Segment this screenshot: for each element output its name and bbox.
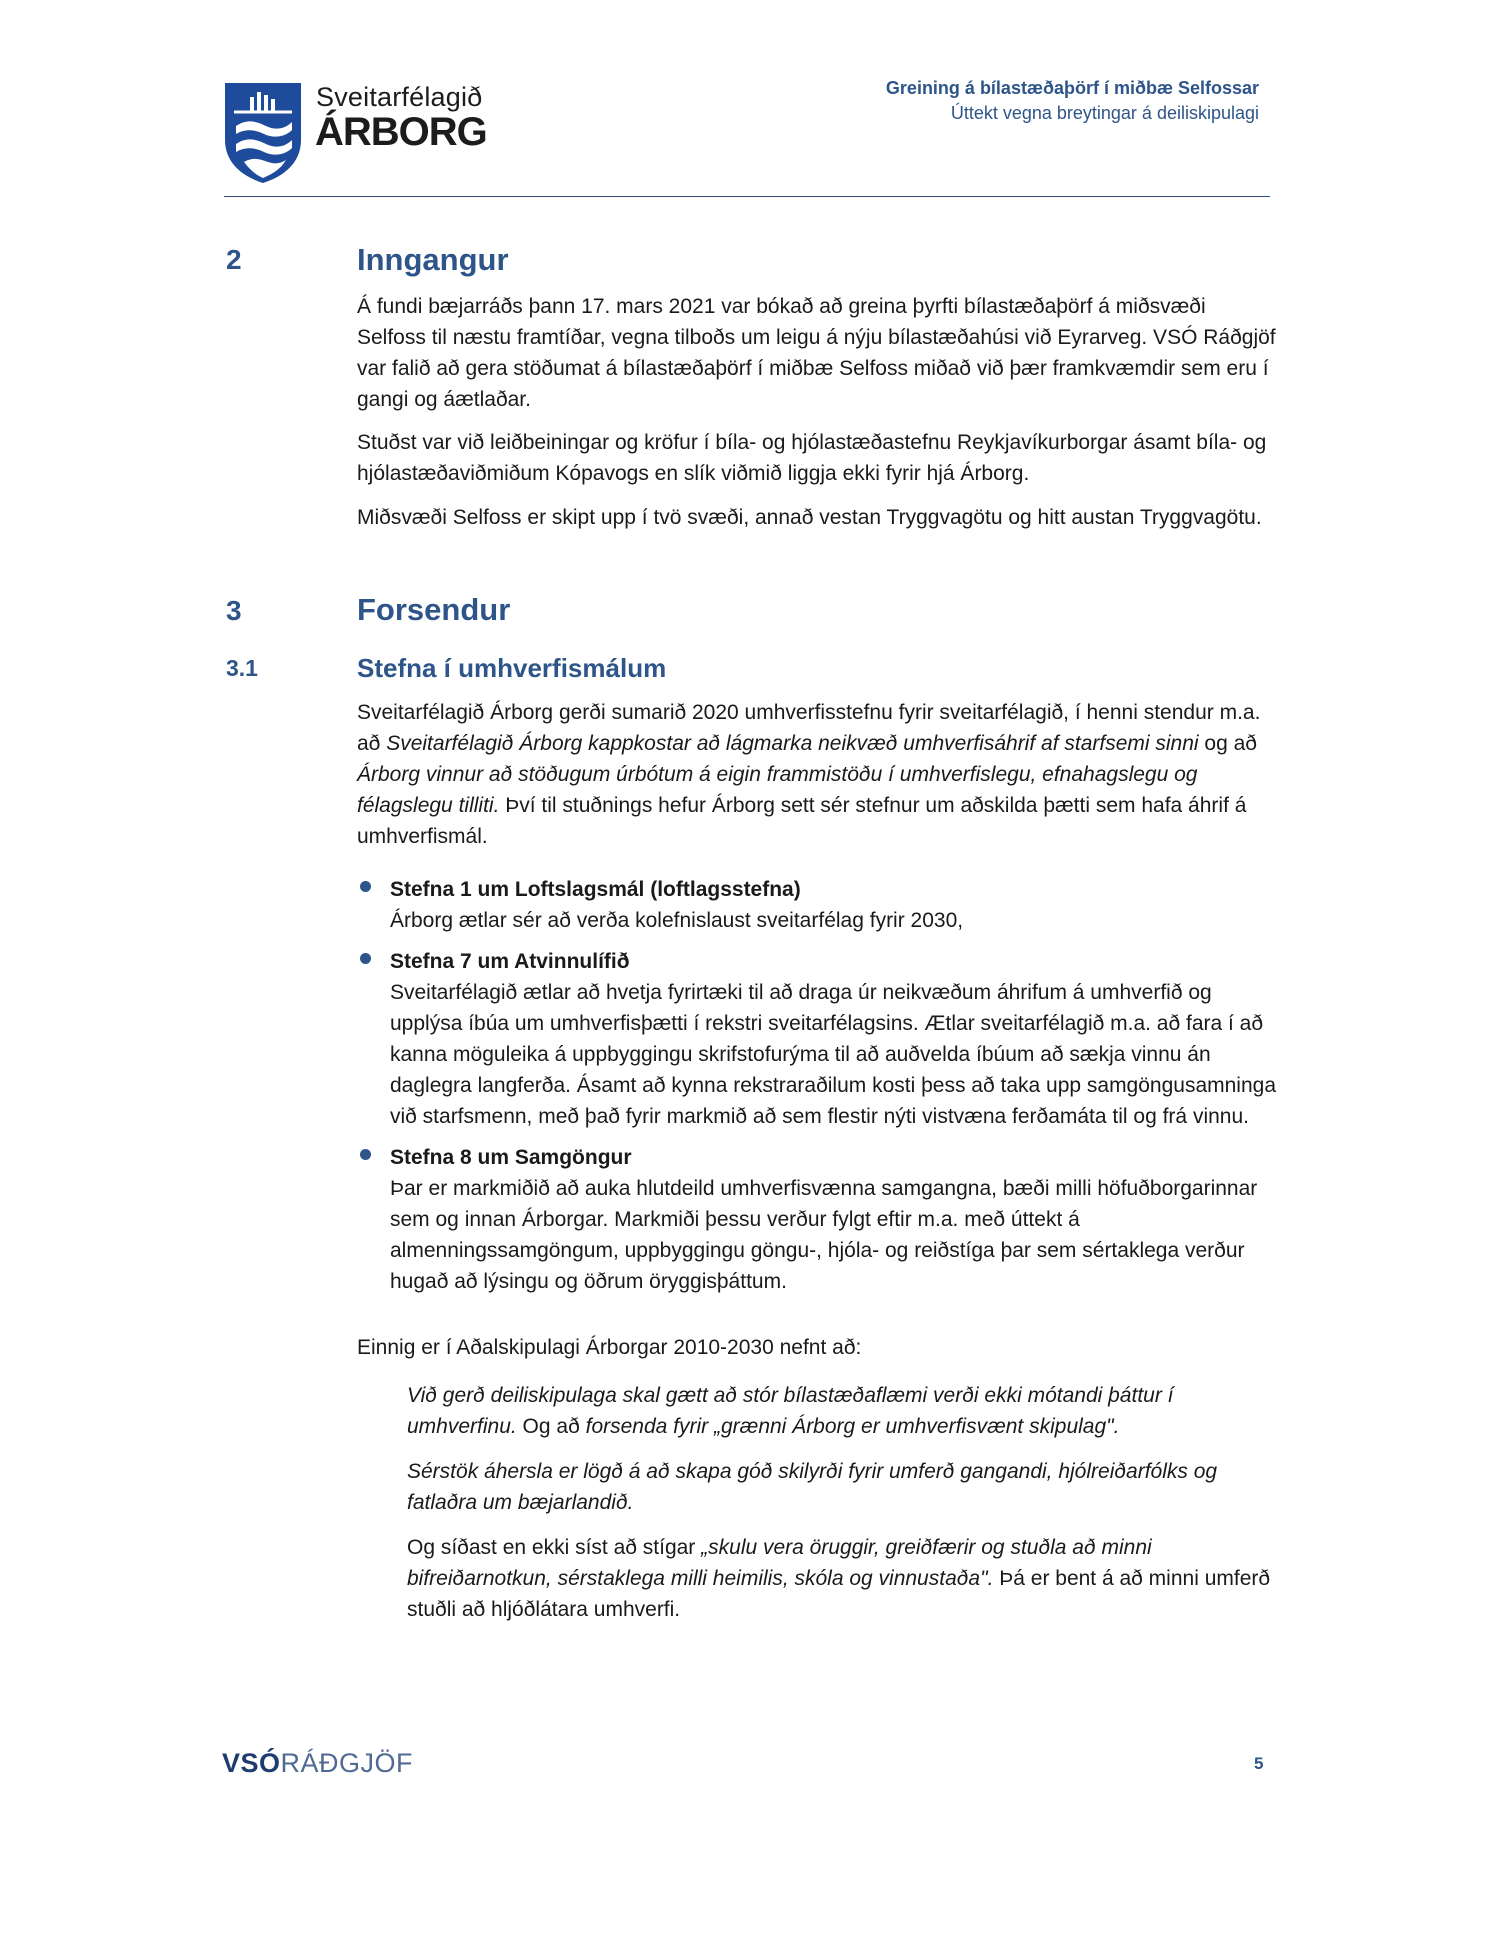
bullet-dot-icon — [360, 1149, 371, 1160]
quote-2-text: Sérstök áhersla er lögð á að skapa góð skilyrði fyrir umferð gangandi, hjólreiðarfólks og fatlaðra um bæjarlandið. — [407, 1460, 1218, 1514]
quote-2 — [407, 1456, 1277, 1518]
quote-1 — [407, 1380, 1277, 1442]
footer-brand-bold: VSÓ — [222, 1748, 281, 1778]
quote-3-b: „skulu vera öruggir, greiðfærir og stuðla að minni bifreiðarnotkun, sérstaklega milli heimilis, skóla og vinnustaða". — [407, 1536, 1152, 1590]
bullet-title: Stefna 8 um Samgöngur — [390, 1146, 632, 1169]
logo-text-bottom: ÁRBORG — [315, 110, 487, 154]
section-3-1-heading: Stefna í umhverfismálum — [357, 653, 667, 683]
section-2-number: 2 — [226, 244, 242, 275]
policy-bullet-3 — [357, 1142, 1277, 1297]
bullet-text: Árborg ætlar sér að verða kolefnislaust sveitarfélag fyrir 2030, — [390, 909, 964, 932]
quote-3 — [407, 1532, 1277, 1625]
section-3-heading: Forsendur — [357, 592, 511, 627]
bullet-title: Stefna 7 um Atvinnulífið — [390, 950, 630, 973]
section-2-paragraph-2: Stuðst var við leiðbeiningar og kröfur í bíla- og hjólastæðastefnu Reykjavíkurborgar ásamt bíla- og hjólastæðaviðmiðum Kópavogs en slík viðmið liggja ekki fyrir hjá Árborg. — [357, 431, 1267, 485]
aðalskipulag-intro: Einnig er í Aðalskipulagi Árborgar 2010-2030 nefnt að: — [357, 1336, 862, 1359]
quote-3-c: Þá er bent á að minni umferð stuðli að hljóðlátara umhverfi. — [407, 1567, 1271, 1621]
quote-1-c: forsenda fyrir „grænni Árborg er umhverfisvænt skipulag". — [585, 1415, 1120, 1438]
footer-brand-light: RÁÐGJÖF — [280, 1748, 414, 1778]
bullet-text: Sveitarfélagið ætlar að hvetja fyrirtæki til að draga úr neikvæðum áhrifum á umhverfið og upplýsa íbúa um umhverfisþætti í rekstri sveitarfélagsins. Ætlar sveitarfélagið m.a. að fara í að kanna möguleika á uppbyggingu skrifstofurýma til að auðvelda íbúum að sækja vinnu án daglegra langferða. Ásamt að kynna rekstraraðilum kosti þess að taka upp samgöngusamninga við starfsmenn, með það fyrir markmið að sem flestir nýti vistvæna ferðamáta til og frá vinnu. — [390, 981, 1277, 1128]
intro-quote-2: Árborg vinnur að stöðugum úrbótum á eigin frammistöðu í umhverfislegu, efnahagslegu og félagslegu tilliti. — [357, 763, 1198, 817]
section-3-1-number: 3.1 — [226, 655, 258, 681]
intro-text-a: Sveitarfélagið Árborg gerði sumarið 2020 umhverfisstefnu fyrir sveitarfélagið, í henni stendur m.a. að — [357, 701, 1261, 755]
quote-1-b: Og að — [516, 1415, 586, 1438]
section-2-paragraph-1: Á fundi bæjarráðs þann 17. mars 2021 var bókað að greina þyrfti bílastæðaþörf á miðsvæði Selfoss til næstu framtíðar, vegna tilboðs um leigu á nýju bílastæðahúsi við Eyrarveg. VSÓ Ráðgjöf var falið að gera stöðumat á bílastæðaþörf í miðbæ Selfoss miðað við þær framkvæmdir sem eru í gangi og áætlaðar. — [357, 295, 1276, 411]
bullet-title: Stefna 1 um Loftslagsmál (loftlagsstefna) — [390, 878, 801, 901]
intro-quote-1: Sveitarfélagið Árborg kappkostar að lágmarka neikvæð umhverfisáhrif af starfsemi sinni — [386, 732, 1199, 755]
header-divider — [224, 196, 1270, 197]
header-title-main: Greining á bílastæðaþörf í miðbæ Selfossar — [885, 78, 1259, 98]
bullet-dot-icon — [360, 953, 371, 964]
intro-text-e: Því til stuðnings hefur Árborg sett sér stefnur um aðskilda þætti sem hafa áhrif á umhverfismál. — [357, 794, 1247, 848]
section-3-1-intro — [357, 697, 1277, 852]
policy-bullet-1 — [357, 874, 1277, 936]
section-2-heading: Inngangur — [357, 242, 509, 277]
arborg-shield-icon — [224, 82, 302, 184]
intro-text-c: og að — [1198, 732, 1257, 755]
policy-bullet-2 — [357, 946, 1277, 1132]
policy-bullet-list — [357, 874, 1277, 1307]
vso-radgjof-logo — [222, 1748, 413, 1779]
arborg-logo — [224, 82, 487, 186]
header-title-sub: Úttekt vegna breytingar á deiliskipulagi — [950, 103, 1259, 123]
logo-text-top: Sveitarfélagið — [316, 82, 483, 112]
page-number: 5 — [1254, 1754, 1264, 1773]
quote-1-a: Við gerð deiliskipulaga skal gætt að stór bílastæðaflæmi verði ekki mótandi þáttur í umhverfinu. — [407, 1384, 1174, 1438]
section-3-number: 3 — [226, 595, 242, 626]
quote-3-a: Og síðast en ekki síst að stígar — [407, 1536, 702, 1559]
bullet-dot-icon — [360, 881, 371, 892]
document-header-title — [886, 78, 1259, 124]
bullet-text: Þar er markmiðið að auka hlutdeild umhverfisvænna samgangna, bæði milli höfuðborgarinnar sem og innan Árborgar. Markmiði þessu verður fylgt eftir m.a. með úttekt á almenningssamgöngum, uppbyggingu göngu-, hjóla- og reiðstíga þar sem sértaklega verður hugað að lýsingu og öðrum öryggisþáttum. — [390, 1177, 1258, 1293]
section-2-paragraph-3: Miðsvæði Selfoss er skipt upp í tvö svæði, annað vestan Tryggvagötu og hitt austan Tryggvagötu. — [357, 506, 1262, 529]
